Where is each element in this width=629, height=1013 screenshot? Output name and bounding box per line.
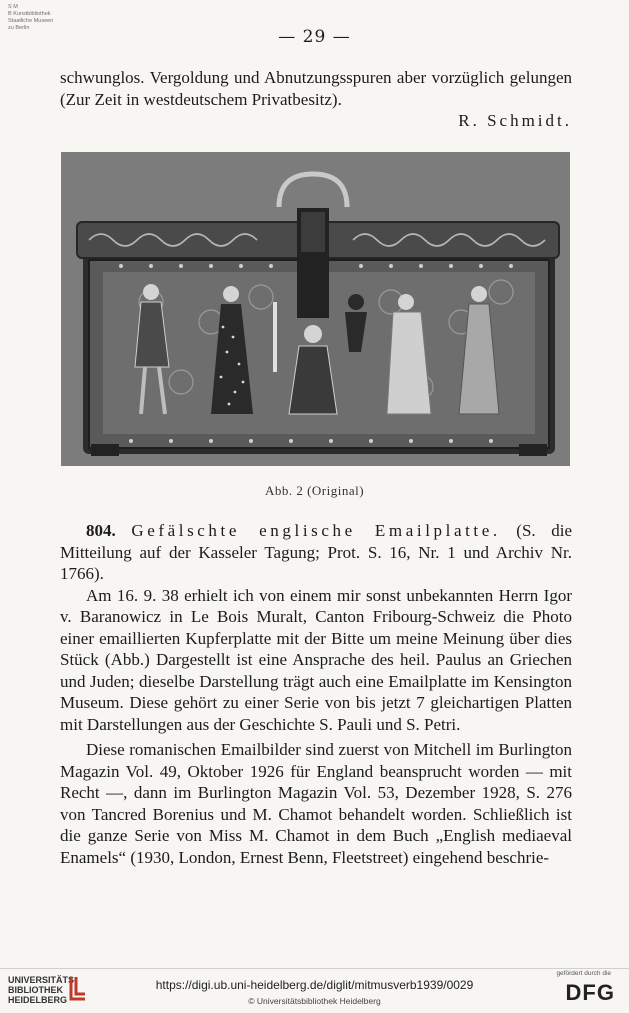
article-text (60, 520, 572, 868)
casket-illustration (61, 152, 570, 466)
enamel-casket-photo (61, 152, 570, 466)
article-heading-paragraph (60, 520, 572, 585)
copyright-notice: © Universitätsbibliothek Heidelberg (248, 996, 381, 1006)
stamp-line: zu Berlin (8, 25, 30, 31)
logo-line: UNIVERSITÄTS- (8, 975, 78, 985)
article-reference: (S. die Mitteilung auf der Kasseler Tagung; Prot. S. 16, Nr. 1 und Archiv Nr. 1766). (60, 521, 572, 583)
article-title: Gefälschte englische Emailplatte. (131, 521, 501, 540)
article-number: 804. (86, 521, 116, 540)
footer-bar (0, 968, 629, 1013)
stamp-line: S M (8, 4, 18, 10)
paragraph-2: Diese romanischen Emailbilder sind zuerst von Mitchell im Burlington Magazin Vol. 49, Oktober 1926 für England beansprucht worden — mit Recht —, dann im Burlington Magazin Vol. 53, Dezember 1928, S. 276 von Tancred Borenius und M. Chamot behandelt worden. Schließlich ist die ganze Serie von Miss M. Chamot in dem Buch „English mediaeval Enamels“ (1930, London, Ernest Benn, Fleetstreet) eingehend beschrie- (60, 740, 572, 867)
logo-line: HEIDELBERG (8, 995, 68, 1005)
page-url-link[interactable]: https://digi.ub.uni-heidelberg.de/diglit/mitmusverb1939/0029 (155, 978, 474, 992)
page-number: — 29 — (278, 27, 351, 47)
funding-note: gefördert durch die (556, 970, 611, 977)
signature: R. Schmidt. (458, 111, 572, 130)
logo-line: BIBLIOTHEK (8, 985, 63, 995)
intro-paragraph: schwunglos. Vergoldung und Abnutzungsspuren aber vorzüglich gelungen (Zur Zeit in westdeutschem Privatbesitz). (60, 68, 572, 109)
stamp-line: Staatliche Museen (8, 18, 54, 24)
dfg-logo[interactable]: DFG (565, 980, 615, 1005)
stamp-line: B Kunstbibliothek (8, 11, 51, 17)
figure-caption: Abb. 2 (Original) (264, 483, 365, 498)
paragraph-1: Am 16. 9. 38 erhielt ich von einem mir sonst unbekannten Herrn Igor v. Baranowicz in Le Bois Muralt, Canton Fribourg-Schweiz die Photo einer emaillierten Kupferplatte mit der Bitte um meine Meinung über dies Stück (Abb.) Dargestellt ist eine Ansprache des heil. Paulus an Griechen und Juden; dieselbe Darstellung trägt auch eine Emailplatte im Kensington Museum. Diese gehört zu einer Serie von bis jetzt 7 gleichartigen Platten mit Darstellungen aus der Geschichte S. Pauli und S. Petri. (60, 585, 572, 734)
intro-text (60, 67, 572, 132)
